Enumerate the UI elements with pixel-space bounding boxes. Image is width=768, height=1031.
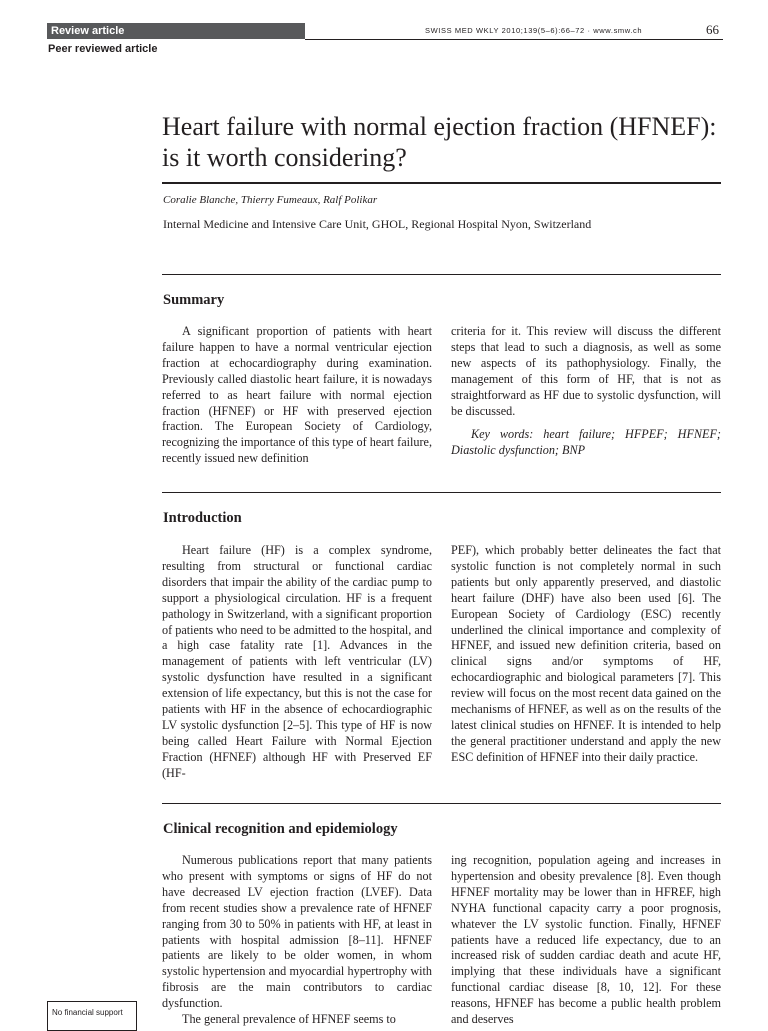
header-rule	[305, 39, 723, 40]
summary-paragraph-continued: criteria for it. This review will discuss the different steps that lead to such a diagnosis, as well as some new aspects of its pathophysiology. Finally, the management of this form of HF, that is not as straightforward as HF due to systolic dysfunction, will be discussed.	[451, 324, 721, 418]
title-rule	[162, 182, 721, 184]
summary-left-column	[162, 324, 432, 467]
page-number: 66	[706, 22, 719, 37]
clinical-left-column	[162, 853, 432, 1028]
introduction-left-column	[162, 543, 432, 782]
clinical-heading: Clinical recognition and epidemiology	[163, 821, 398, 837]
clinical-paragraph: Numerous publications report that many patients who present with symptoms or signs of HF do not have decreased LV ejection fraction (LVEF). Data from recent studies show a prevalence rate of HFNEF ranging from 30 to 50% in patients with HF, at least in patients with hospital admission [8–11]. HFNEF patients are likely to be older women, in whom systolic hypertension and myocardial hypertrophy with fibrosis are the main contributors to cardiac dysfunction.	[162, 853, 432, 1011]
funding-note: No financial support	[47, 1001, 137, 1031]
keywords: Key words: heart failure; HFPEF; HFNEF; Diastolic dysfunction; BNP	[451, 427, 721, 458]
summary-right-column	[451, 324, 721, 459]
summary-paragraph: A significant proportion of patients with heart failure happen to have a normal ventricular ejection fraction at echocardiography during examination. Previously called diastolic heart failure, it is nowadays referred to as heart failure with normal ejection fraction (HFNEF) or HF with preserved ejection fraction. The European Society of Cardiology, recognizing the importance of this type of heart failure, recently issued new definition	[162, 324, 432, 466]
introduction-heading: Introduction	[163, 510, 242, 526]
introduction-paragraph: Heart failure (HF) is a complex syndrome, resulting from structural or functional cardiac disorders that impair the ability of the cardiac pump to support a physiological circulation. HF is a frequent pathology in Switzerland, with a significant proportion of patients who need to be admitted to the hospital, and a high case fatality rate [1]. Advances in the management of patients with left ventricular (LV) systolic dysfunction have resulted in a significant extension of life expectancy, but this is not the case for patients with HF in the absence of echocardiographic LV systolic dysfunction [2–5]. This type of HF is now being called Heart Failure with Normal Ejection Fraction (HFNEF) although HF with Preserved EF (HF-	[162, 543, 432, 780]
clinical-right-column	[451, 853, 721, 1028]
clinical-paragraph: The general prevalence of HFNEF seems to	[182, 1012, 396, 1027]
peer-reviewed-label: Peer reviewed article	[48, 43, 158, 55]
introduction-paragraph-continued: PEF), which probably better delineates the fact that systolic function is not completely normal in such patients but only apparently preserved, and diastolic heart failure (DHF) have also been used [6]. The European Society of Cardiology (ESC) recently underlined the clinical importance and complexity of HFNEF, and issued new definition criteria, based on clinical signs and/or symptoms of HF, echocardiographic and biological parameters [7]. This review will focus on the most recent data gained on the mechanisms of HFNEF, as well as on the results of the latest clinical studies on HFNEF. It is intended to help the general practitioner understand and apply the new ESC definition of HFNEF into their daily practice.	[451, 543, 721, 764]
article-title: Heart failure with normal ejection fraction (HFNEF): is it worth considering?	[162, 112, 717, 172]
journal-reference: SWISS MED WKLY 2010;139(5–6):66–72 · www.smw.ch	[425, 26, 643, 35]
article-type-label: Review article	[47, 23, 305, 39]
introduction-right-column	[451, 543, 721, 766]
section-rule	[162, 274, 721, 275]
clinical-paragraph-continued: ing recognition, population ageing and increases in hypertension and obesity prevalence [8]. Even though HFNEF mortality may be lower than in HFREF, high NYHA functional capacity carry a poor prognosis, whatever the LV systolic function. Finally, HFNEF patients have a reduced life expectancy, due to an increased risk of sudden cardiac death and acute HF, implying that these individuals have a significant functional cardiac disease [8, 10, 12]. For these reasons, HFNEF has become a public health problem and deserves	[451, 853, 721, 1027]
authors: Coralie Blanche, Thierry Fumeaux, Ralf Polikar	[163, 194, 378, 206]
section-rule	[162, 803, 721, 804]
summary-heading: Summary	[163, 292, 225, 308]
section-rule	[162, 492, 721, 493]
affiliation: Internal Medicine and Intensive Care Unit, GHOL, Regional Hospital Nyon, Switzerland	[163, 217, 592, 231]
